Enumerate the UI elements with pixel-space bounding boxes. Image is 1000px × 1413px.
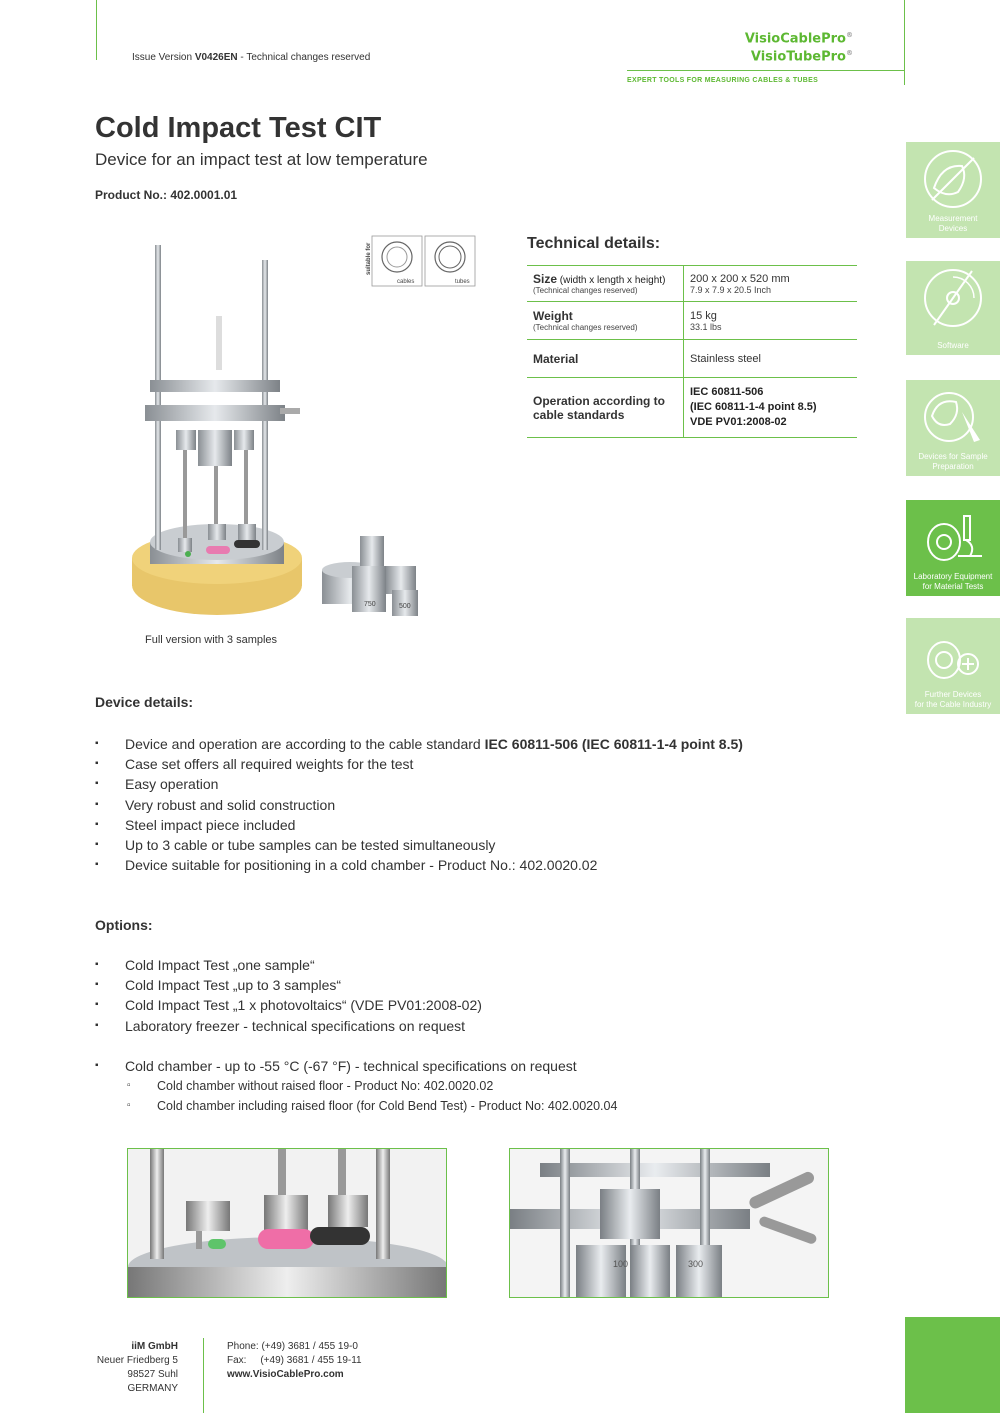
cold-chamber-sublist xyxy=(125,1076,617,1116)
cable-plus-icon xyxy=(922,624,984,686)
side-tab-label: Software xyxy=(937,341,969,350)
list-item: ▪ Cold Impact Test „1 x photovoltaics“ (VDE PV01:2008-02) xyxy=(95,995,482,1015)
device-details-list xyxy=(95,734,743,875)
footer-address: iiM GmbH Neuer Friedberg 5 98527 Suhl GERMANY xyxy=(96,1341,178,1394)
tube-icon xyxy=(435,242,465,272)
right-guide-line xyxy=(904,0,905,85)
brand-tagline: EXPERT TOOLS FOR MEASURING CABLES & TUBES xyxy=(627,77,819,84)
brand-logo: VisioCablePro® VisioTubePro® xyxy=(744,31,853,65)
technical-details-table xyxy=(527,265,857,438)
image-caption: Full version with 3 samples xyxy=(145,634,278,646)
technical-details-title: Technical details: xyxy=(527,235,661,252)
footer-website-link[interactable]: www.VisioCablePro.com xyxy=(227,1369,344,1380)
footer-fax: Fax: (+49) 3681 / 455 19-11 xyxy=(227,1355,362,1366)
list-item: ▪ Cold chamber - up to -55 °C (-67 °F) - technical specifications on request xyxy=(95,1056,577,1076)
detail-photo-samples xyxy=(127,1148,447,1298)
weight-label: 100 xyxy=(613,1259,629,1269)
table-row: Material Stainless steel xyxy=(527,340,857,378)
list-item: ▫ Cold chamber including raised floor (for Cold Bend Test) - Product No: 402.0020.04 xyxy=(125,1096,617,1116)
suitable-for-label: suitable for xyxy=(366,242,372,275)
side-tab-label: Measurement Devices xyxy=(928,214,978,233)
cable-icon xyxy=(382,242,412,272)
list-item: ▪ Steel impact piece included xyxy=(95,815,743,835)
left-guide-line xyxy=(96,0,97,60)
side-tab-software[interactable] xyxy=(906,261,1000,355)
side-tab-label: Devices for Sample Preparation xyxy=(918,452,988,471)
weights-photo-illustration xyxy=(510,1149,828,1297)
side-tab-further-devices[interactable] xyxy=(906,618,1000,714)
list-item: ▪ Device and operation are according to the cable standard IEC 60811-506 (IEC 60811-1-4 point 8.5) xyxy=(95,734,743,754)
table-row: Operation according to cable standards IEC 60811-506 (IEC 60811-1-4 point 8.5) VDE PV01:2008-02 xyxy=(527,378,857,438)
side-tab-laboratory-equipment[interactable] xyxy=(906,500,1000,596)
footer-phone: Phone: (+49) 3681 / 455 19-0 xyxy=(227,1341,358,1352)
product-image xyxy=(130,240,450,630)
weight-label: 750 xyxy=(364,601,376,608)
detail-photo-weights xyxy=(509,1148,829,1298)
table-row: Weight (Technical changes reserved) 15 kg 33.1 lbs xyxy=(527,302,857,340)
tubes-label: tubes xyxy=(455,279,470,285)
side-tab-label: Further Devices for the Cable Industry xyxy=(914,690,992,709)
measurement-icon xyxy=(922,148,984,210)
list-item: ▪ Cold Impact Test „one sample“ xyxy=(95,955,482,975)
microscope-icon xyxy=(922,506,984,568)
corner-accent xyxy=(905,1317,1000,1413)
footer-divider xyxy=(203,1338,204,1413)
options-list xyxy=(95,955,482,1036)
disc-icon xyxy=(922,267,984,329)
list-item: ▪ Laboratory freezer - technical specifications on request xyxy=(95,1016,482,1036)
side-tab-label: Laboratory Equipment for Material Tests xyxy=(913,572,993,591)
brand-divider xyxy=(627,70,904,71)
samples-photo-illustration xyxy=(128,1149,446,1297)
side-tab-sample-preparation[interactable] xyxy=(906,380,1000,476)
list-item: ▪ Easy operation xyxy=(95,774,743,794)
suitable-for-badge xyxy=(363,235,476,287)
list-item: ▪ Cold Impact Test „up to 3 samples“ xyxy=(95,975,482,995)
cables-label: cables xyxy=(397,279,415,285)
side-tab-measurement-devices[interactable] xyxy=(906,142,1000,238)
list-item: ▪ Up to 3 cable or tube samples can be tested simultaneously xyxy=(95,835,743,855)
footer-contact xyxy=(227,1340,362,1382)
list-item: ▪ Very robust and solid construction xyxy=(95,795,743,815)
issue-version: Issue Version V0426EN - Technical changes reserved xyxy=(132,52,371,63)
weight-label: 300 xyxy=(688,1259,704,1269)
table-row: Size (width x length x height) (Technical changes reserved) 200 x 200 x 520 mm 7.9 x 7.9 x 20.5 Inch xyxy=(527,266,857,302)
device-details-title: Device details: xyxy=(95,694,194,710)
product-number: Product No.: 402.0001.01 xyxy=(95,188,238,202)
list-item: ▪ Case set offers all required weights for the test xyxy=(95,754,743,774)
page-subtitle: Device for an impact test at low temperature xyxy=(95,150,428,169)
list-item: ▫ Cold chamber without raised floor - Product No: 402.0020.02 xyxy=(125,1076,617,1096)
options-title: Options: xyxy=(95,917,153,933)
weight-label: 500 xyxy=(399,603,411,610)
list-item: ▪ Device suitable for positioning in a cold chamber - Product No.: 402.0020.02 xyxy=(95,855,743,875)
knife-icon xyxy=(922,386,984,448)
cold-chamber-list xyxy=(95,1056,577,1076)
page-title: Cold Impact Test CIT xyxy=(95,112,382,144)
